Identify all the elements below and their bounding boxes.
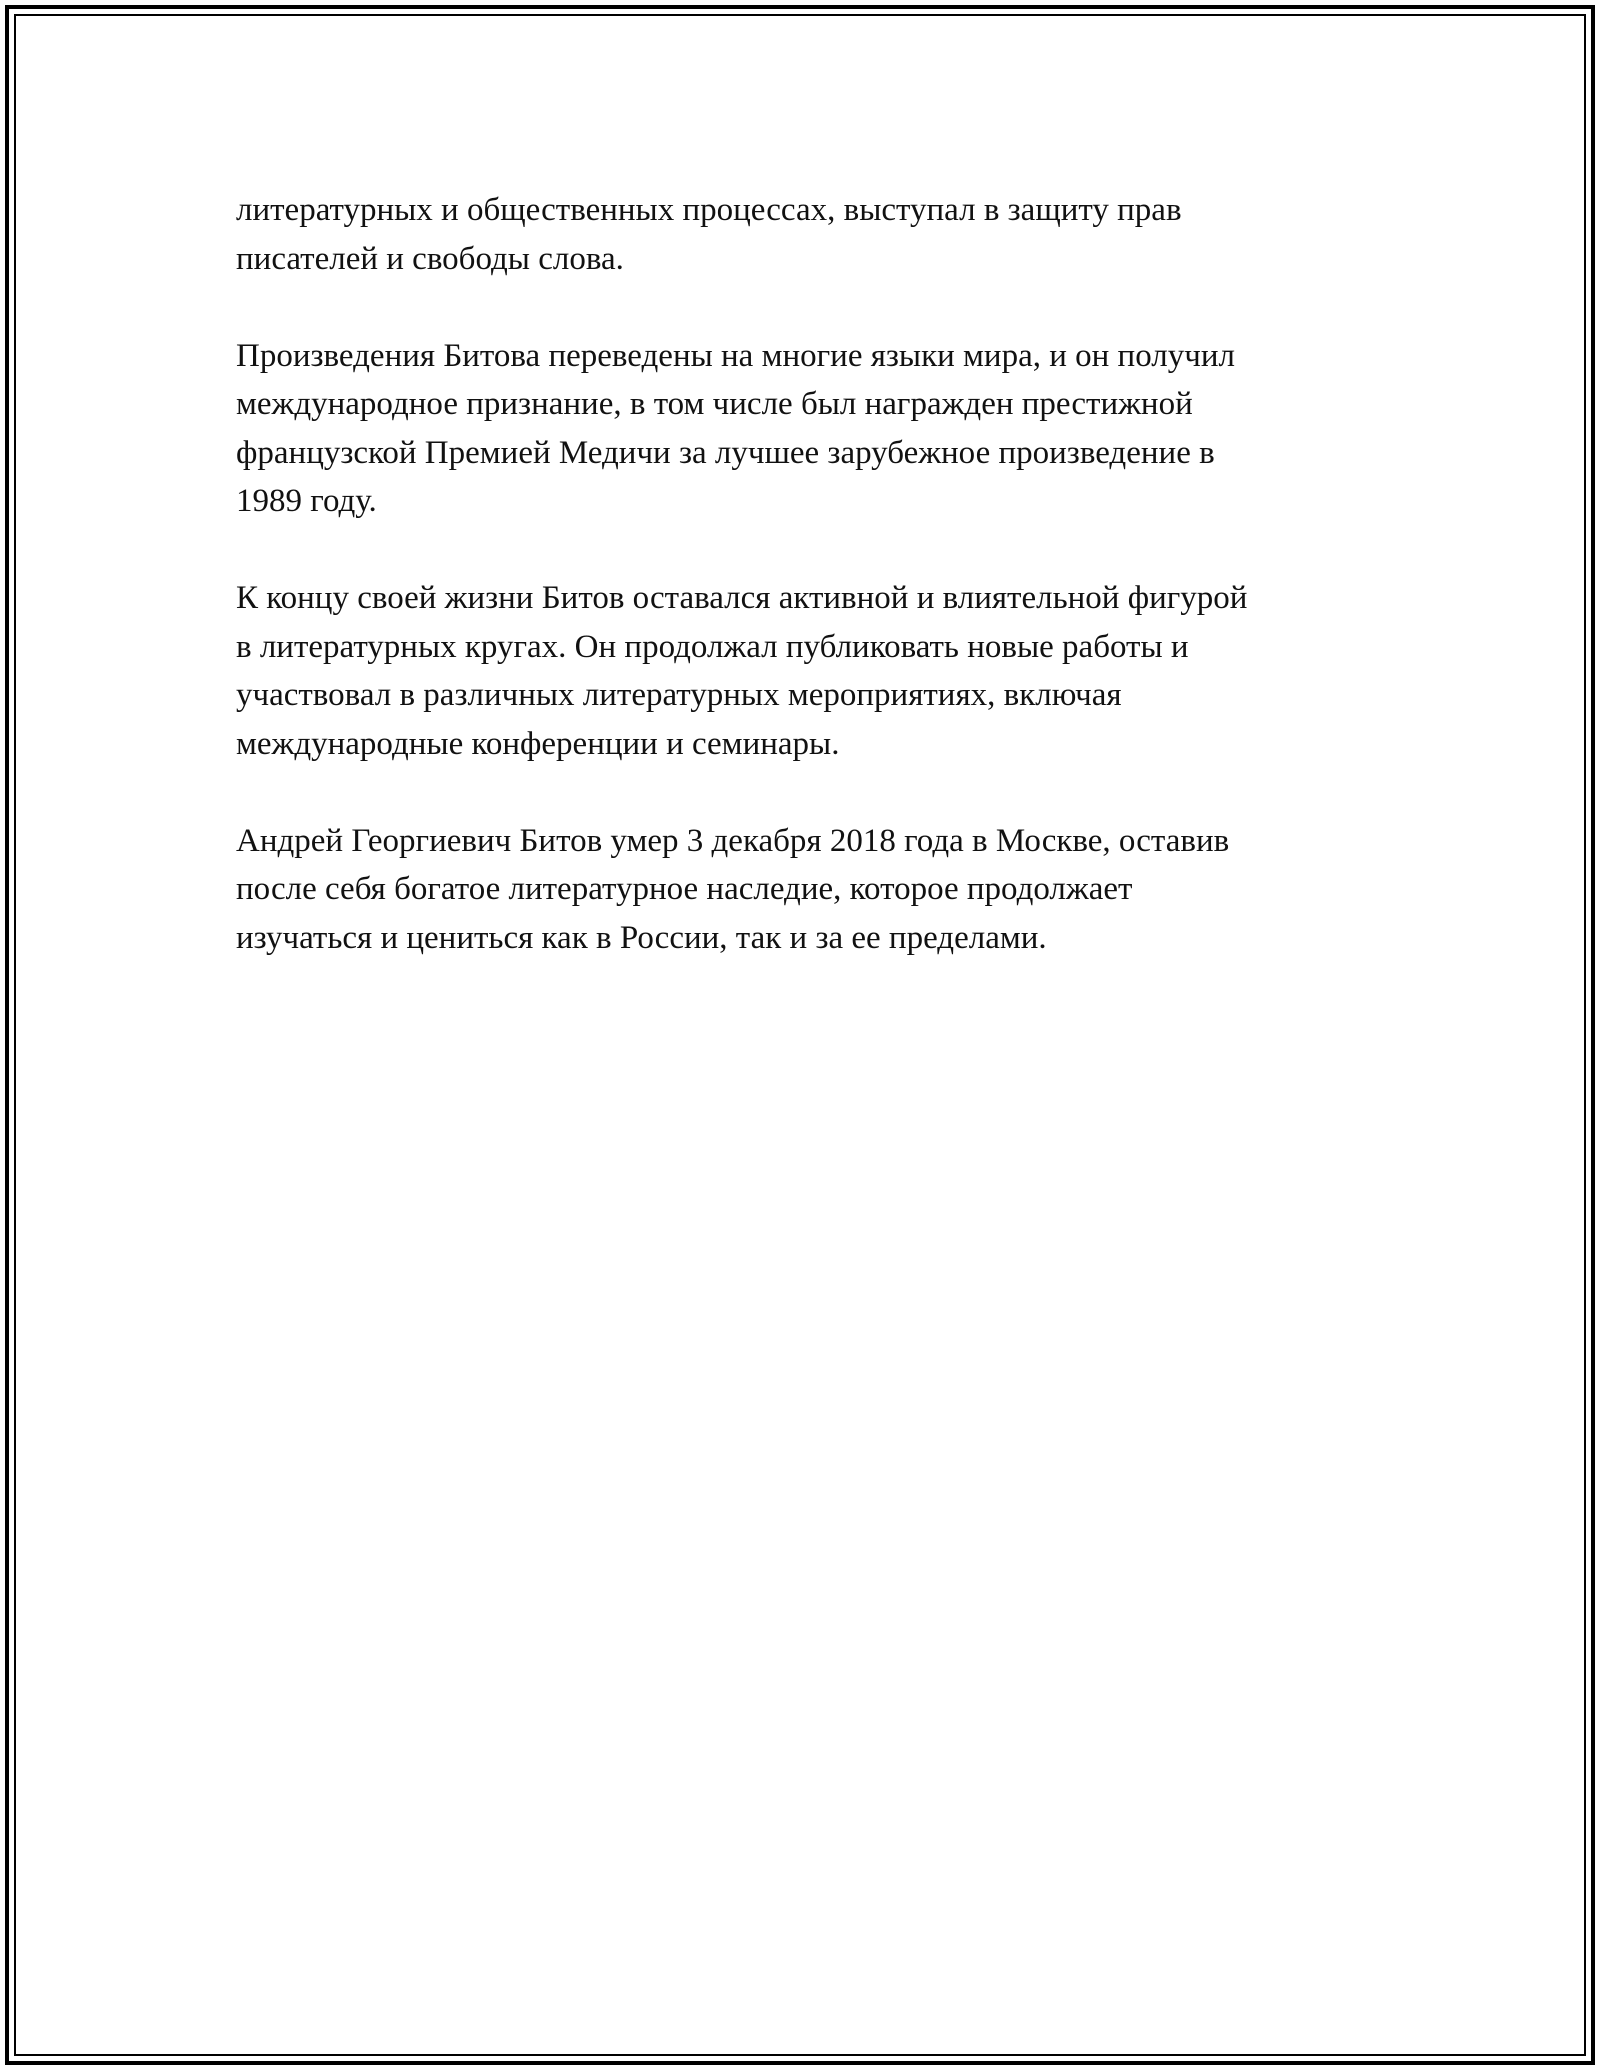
paragraph-4 xyxy=(236,817,1386,963)
text-line: Андрей Георгиевич Битов умер 3 декабря 2018 года в Москве, оставив xyxy=(236,822,1230,859)
paragraph-1 xyxy=(236,186,1386,283)
text-line: писателей и свободы слова. xyxy=(236,240,624,277)
text-line: литературных и общественных процессах, выступал в защиту прав xyxy=(236,192,1182,228)
text-line: Произведения Битова переведены на многие языки мира, и он получил xyxy=(236,337,1235,374)
text-line: после себя богатое литературное наследие, которое продолжает xyxy=(236,871,1133,907)
paragraph-2 xyxy=(236,332,1386,526)
paragraph-3 xyxy=(236,574,1386,768)
document-body xyxy=(236,186,1386,1011)
text-line: изучаться и цениться как в России, так и за ее пределами. xyxy=(236,919,1047,956)
text-line: международные конференции и семинары. xyxy=(236,725,840,762)
text-line: 1989 году. xyxy=(236,483,377,519)
text-line: французской Премией Медичи за лучшее зарубежное произведение в xyxy=(236,434,1215,471)
text-line: международное признание, в том числе был награжден престижной xyxy=(236,386,1193,422)
text-line: в литературных кругах. Он продолжал публиковать новые работы и xyxy=(236,628,1189,665)
text-line: участвовал в различных литературных мероприятиях, включая xyxy=(236,677,1122,713)
text-line: К концу своей жизни Битов оставался активной и влиятельной фигурой xyxy=(236,580,1248,616)
